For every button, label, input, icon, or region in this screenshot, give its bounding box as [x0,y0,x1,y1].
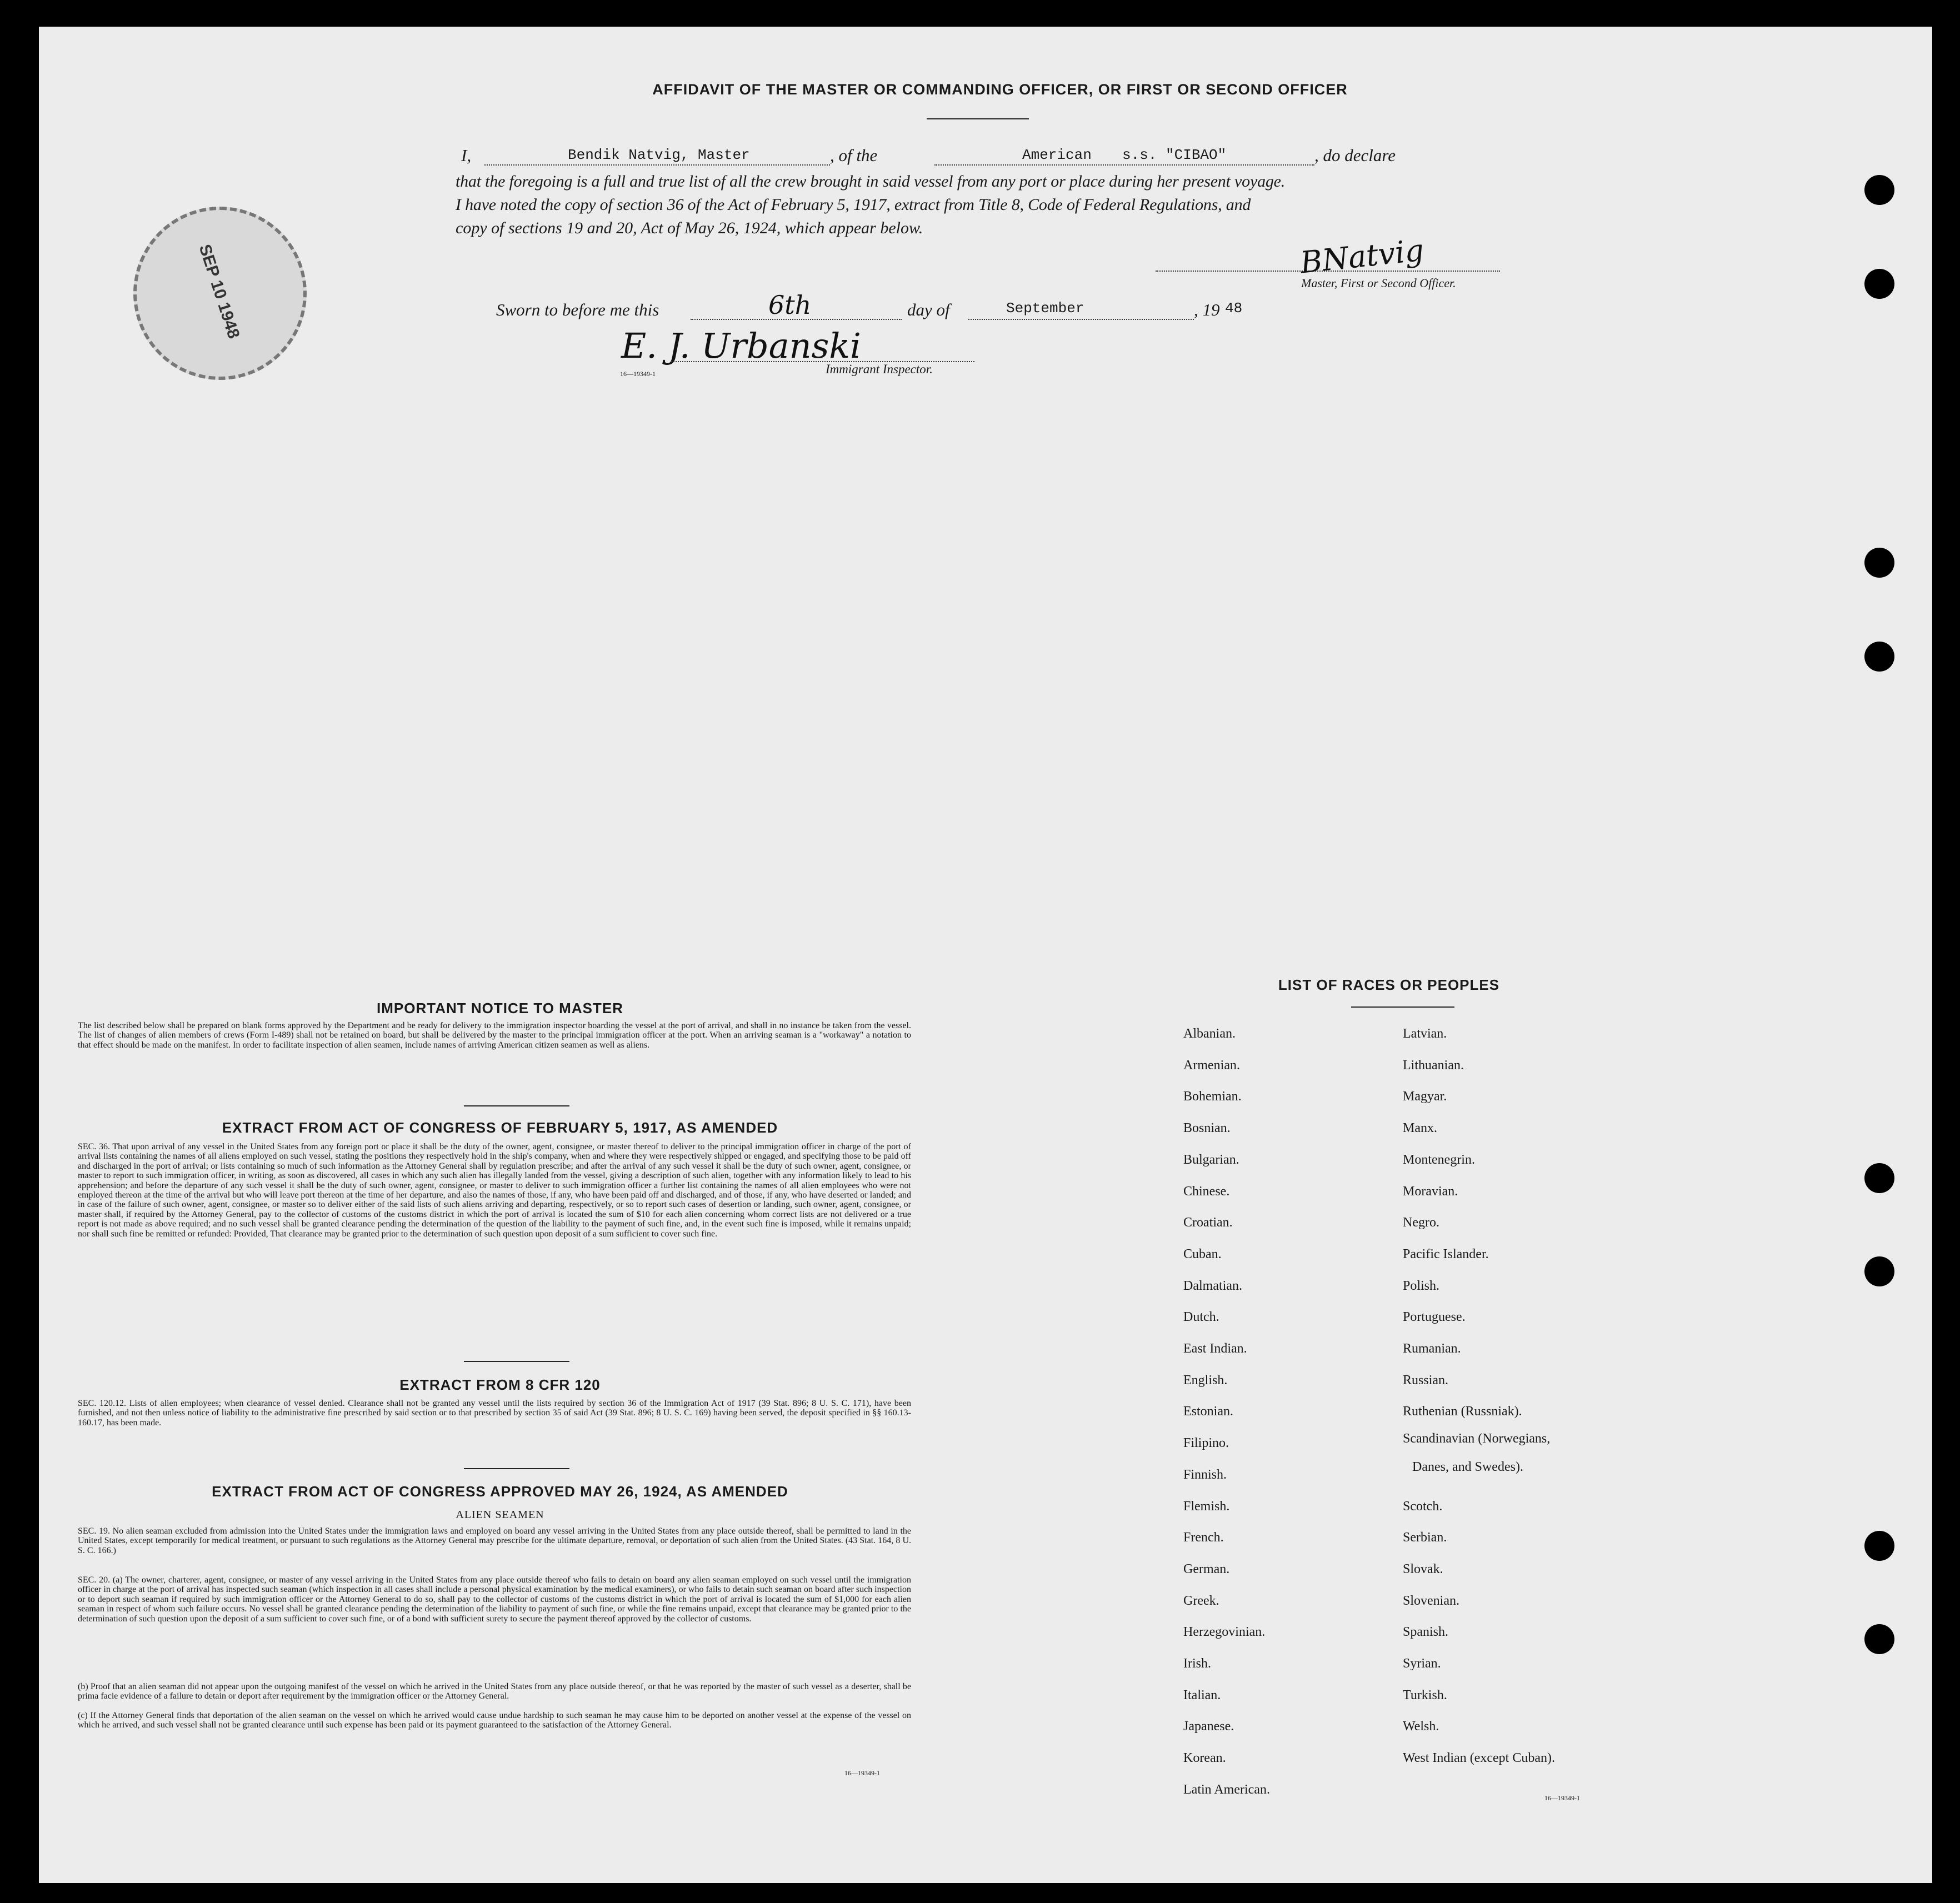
race-item: Negro. [1403,1215,1439,1230]
extract-1917-title: EXTRACT FROM ACT OF CONGRESS OF FEBRUARY 5, 1917, AS AMENDED [222,1119,778,1136]
extract-cfr-text: SEC. 120.12. Lists of alien employees; when clearance of vessel denied. Clearance shall not be granted any vessel until the lists required by section 36 of the Immigration Act of 1917 (39 Stat. 896; 8 U. S. C. 171), have been furnished, and not then unless notice of liability to the administrative fine prescribed by said section or to that prescribed by section 35 of said Act (39 Stat. 896; 8 U. S. C. 169) having been served, the deposit specified in §§ 160.13-160.17, has been made. [78,1399,911,1428]
sworn-month-underline [968,319,1194,320]
extract-1917-text: SEC. 36. That upon arrival of any vessel in the United States from any foreign port or place it shall be the duty of the owner, agent, consignee, or master thereof to deliver to the principal immigration officer in charge of the port of arrival lists containing the names of all aliens employed on such vessel, stating the positions they respectively hold in the ship's company, when and where they were respectively shipped or engaged, and specifying those to be paid off and discharged in the port of arrival; or lists containing so much of such information as the Attorney General shall by regulation prescribe; and after the arrival of any such vessel it shall be the duty of such owner, agent, consignee, or master to report to such immigration officer, in writing, as soon as discovered, all cases in which any such alien has illegally landed from the vessel, giving a description of such alien, together with any information likely to lead to his apprehension; and before the departure of any such vessel it shall be the duty of such owner, agent, consignee, or master to deliver to such immigration officer a further list containing the names of all alien employees who were not employed thereon at the time of the arrival but who will leave port thereon at the time of her departure, and also the names of those, if any, who have been paid off and discharged, and of those, if any, who have deserted or landed; and in case of the failure of such owner, agent, consignee, or master so to deliver either of the said lists of such aliens arriving and departing, respectively, or so to report such cases of desertion or landing, such owner, agent, consignee, or master shall, if required by the Attorney General, pay to the collector of customs of the customs district in which the port of arrival is located the sum of $10 for each alien concerning whom correct lists are not delivered or a true report is not made as above required; and no such vessel shall be granted clearance pending the determination of the question of the liability to the payment of such fine, and, in the event such fine is imposed, while it remains unpaid; nor shall such fine be remitted or refunded: Provided, That clearance may be granted prior to the determination of such question upon deposit of a sum sufficient to cover such fine. [78,1142,911,1239]
race-item: West Indian (except Cuban). [1403,1751,1555,1766]
sworn-year: 48 [1225,300,1243,317]
race-item: Russian. [1403,1373,1449,1388]
declarant-prefix: I, [461,146,472,165]
sworn-month: September [1006,300,1084,317]
race-item: Irish. [1183,1656,1211,1671]
race-item: Bulgarian. [1183,1152,1239,1167]
race-item: Magyar. [1403,1089,1447,1104]
race-item: Croatian. [1183,1215,1233,1230]
notice-text: The list described below shall be prepared on blank forms approved by the Department and be ready for delivery to the immigration inspector boarding the vessel at the port of arrival, and shall in no instance be taken from the vessel. The list of changes of alien members of crews (Form I-489) shall not be retained on board, but shall be delivered by the master to the principal immigration officer at the port. When an arriving seaman is a "workaway" a notation to that effect should be made on the manifest. In order to facilitate inspection of alien seamen, include names of arriving American citizen seamen as well as aliens. [78,1021,911,1050]
race-item: Spanish. [1403,1625,1449,1640]
name-underline [484,164,830,166]
race-item: Albanian. [1183,1026,1236,1041]
divider [464,1105,569,1106]
race-item: Flemish. [1183,1499,1230,1514]
race-item: Portuguese. [1403,1310,1466,1325]
race-item: Turkish. [1403,1687,1447,1702]
extract-cfr-title: EXTRACT FROM 8 CFR 120 [399,1376,601,1393]
race-item: Ruthenian (Russniak). [1403,1404,1522,1419]
race-item: Polish. [1403,1278,1440,1293]
race-item: Latin American. [1183,1782,1270,1797]
declare-suffix: , do declare [1314,146,1396,165]
sec20b-text: (b) Proof that an alien seaman did not appear upon the outgoing manifest of the vessel on which he arrived in the United States from any place outside thereof, or that he was reported by the master of such vessel as a deserter, shall be prima facie evidence of a failure to detain or deport after requirement by the immigration officer or the Attorney General. [78,1682,911,1701]
affidavit-line2: that the foregoing is a full and true list of all the crew brought in said vessel from any port or place during her present voyage. [456,172,1286,191]
title-underline [927,118,1029,119]
punch-hole [1864,642,1894,672]
master-signature: BNatvig [1298,232,1426,281]
affidavit-title: AFFIDAVIT OF THE MASTER OR COMMANDING OFFICER, OR FIRST OR SECOND OFFICER [652,81,1348,98]
day-of-label: day of [907,300,950,319]
year-prefix: , 19 [1194,300,1220,319]
punch-hole [1864,269,1894,299]
races-title-underline [1351,1006,1454,1008]
sec20a-text: SEC. 20. (a) The owner, charterer, agent, consignee, or master of any vessel arriving in the United States from any place outside thereof who fails to detain on board any alien seaman employed on such vessel until the immigration officer in charge at the port of arrival has inspected such seaman (which inspection in all cases shall include a personal physical examination by the medical examiners), or who fails to detain such seaman on board after such inspection or to deport such seaman if required by such immigration officer or the Attorney General to do so, shall pay to the collector of customs of the customs district in which the port of arrival is located the sum of $1,000 for each alien seaman in respect of whom such failure occurs. No vessel shall be granted clearance pending the determination of the liability to payment of such fine, or while the fine remains unpaid, except that clearance may be granted prior to the determination of such question upon the deposit of a sum sufficient to cover such fine, or of a bond with sufficient surety to secure the payment thereof approved by the collector of customs. [78,1575,911,1624]
affidavit-line4: copy of sections 19 and 20, Act of May 26, 1924, which appear below. [456,219,923,237]
race-item: Dutch. [1183,1310,1219,1325]
races-form-number: 16—19349-1 [1544,1794,1580,1802]
sec19-text: SEC. 19. No alien seaman excluded from admission into the United States under the immigration laws and employed on board any vessel arriving in the United States from any place outside thereof, shall be permitted to land in the United States, except temporarily for medical treatment, or pursuant to such regulations as the Attorney General may prescribe for the ultimate departure, removal, or deportation of such alien from the United States. (43 Stat. 164, 8 U. S. C. 166.) [78,1526,911,1555]
master-name: Bendik Natvig, Master [568,147,750,163]
race-item: Armenian. [1183,1058,1240,1073]
race-item: Cuban. [1183,1246,1222,1261]
race-item: Rumanian. [1403,1341,1461,1356]
race-item: Syrian. [1403,1656,1441,1671]
extract-1924-subtitle: ALIEN SEAMEN [456,1509,544,1521]
punch-hole [1864,175,1894,205]
inspector-signature: E. J. Urbanski [621,325,861,366]
race-item: Italian. [1183,1687,1221,1702]
race-item: Korean. [1183,1751,1226,1766]
races-title: LIST OF RACES OR PEOPLES [1278,976,1500,993]
sec20c-text: (c) If the Attorney General finds that deportation of the alien seaman on the vessel on which he arrived would cause undue hardship to such seaman he may cause him to be deported on another vessel at the expense of the vessel on which he arrived, and such vessel shall not be granted clearance until such expense has been paid or its payment guaranteed to the satisfaction of the Attorney General. [78,1711,911,1730]
race-item: Montenegrin. [1403,1152,1475,1167]
stamp-date: SEP 10 1948 [195,242,243,341]
punch-hole [1864,1531,1894,1561]
race-item: Slovak. [1403,1561,1443,1576]
divider [464,1361,569,1362]
punch-hole [1864,548,1894,578]
race-item: English. [1183,1373,1228,1388]
race-item: Finnish. [1183,1467,1227,1482]
date-stamp [133,207,307,380]
race-item: East Indian. [1183,1341,1247,1356]
extract-1924-title: EXTRACT FROM ACT OF CONGRESS APPROVED MAY 26, 1924, AS AMENDED [212,1483,788,1500]
race-item: Manx. [1403,1121,1437,1136]
vessel-nationality: American [1022,147,1092,163]
sworn-line [496,290,1274,328]
race-item-continuation: Danes, and Swedes). [1412,1460,1523,1474]
vessel-underline [934,164,1314,166]
notice-title: IMPORTANT NOTICE TO MASTER [377,1000,623,1016]
race-item: Serbian. [1403,1530,1447,1545]
race-item: Japanese. [1183,1719,1234,1734]
race-item: Latvian. [1403,1026,1447,1041]
race-item: Moravian. [1403,1184,1458,1199]
master-caption: Master, First or Second Officer. [1301,276,1456,290]
race-item: French. [1183,1530,1224,1545]
extract-form-number: 16—19349-1 [844,1769,880,1777]
affidavit-form-number: 16—19349-1 [620,370,656,378]
race-item: Dalmatian. [1183,1278,1242,1293]
race-item: Bosnian. [1183,1121,1231,1136]
of-the-label: , of the [830,146,878,165]
race-item: Scotch. [1403,1499,1443,1514]
affidavit-line3: I have noted the copy of section 36 of the Act of February 5, 1917, extract from Title 8, Code of Federal Regulations, and [456,196,1251,214]
race-item: Filipino. [1183,1436,1229,1451]
race-item: Chinese. [1183,1184,1230,1199]
race-item: German. [1183,1561,1230,1576]
punch-hole [1864,1163,1894,1193]
race-item: Estonian. [1183,1404,1233,1419]
sworn-day: 6th [768,290,812,320]
inspector-caption: Immigrant Inspector. [826,362,933,376]
vessel-name: s.s. "CIBAO" [1122,147,1227,163]
race-item: Bohemian. [1183,1089,1242,1104]
race-item: Lithuanian. [1403,1058,1464,1073]
race-item: Greek. [1183,1593,1219,1608]
punch-hole [1864,1256,1894,1286]
race-item: Pacific Islander. [1403,1246,1489,1261]
race-item: Welsh. [1403,1719,1439,1734]
sworn-prefix: Sworn to before me this [496,300,659,319]
race-item: Scandinavian (Norwegians, [1403,1431,1551,1446]
punch-hole [1864,1624,1894,1654]
race-item: Herzegovinian. [1183,1625,1266,1640]
affidavit-line1 [461,146,1506,168]
divider [464,1468,569,1469]
race-item: Slovenian. [1403,1593,1459,1608]
